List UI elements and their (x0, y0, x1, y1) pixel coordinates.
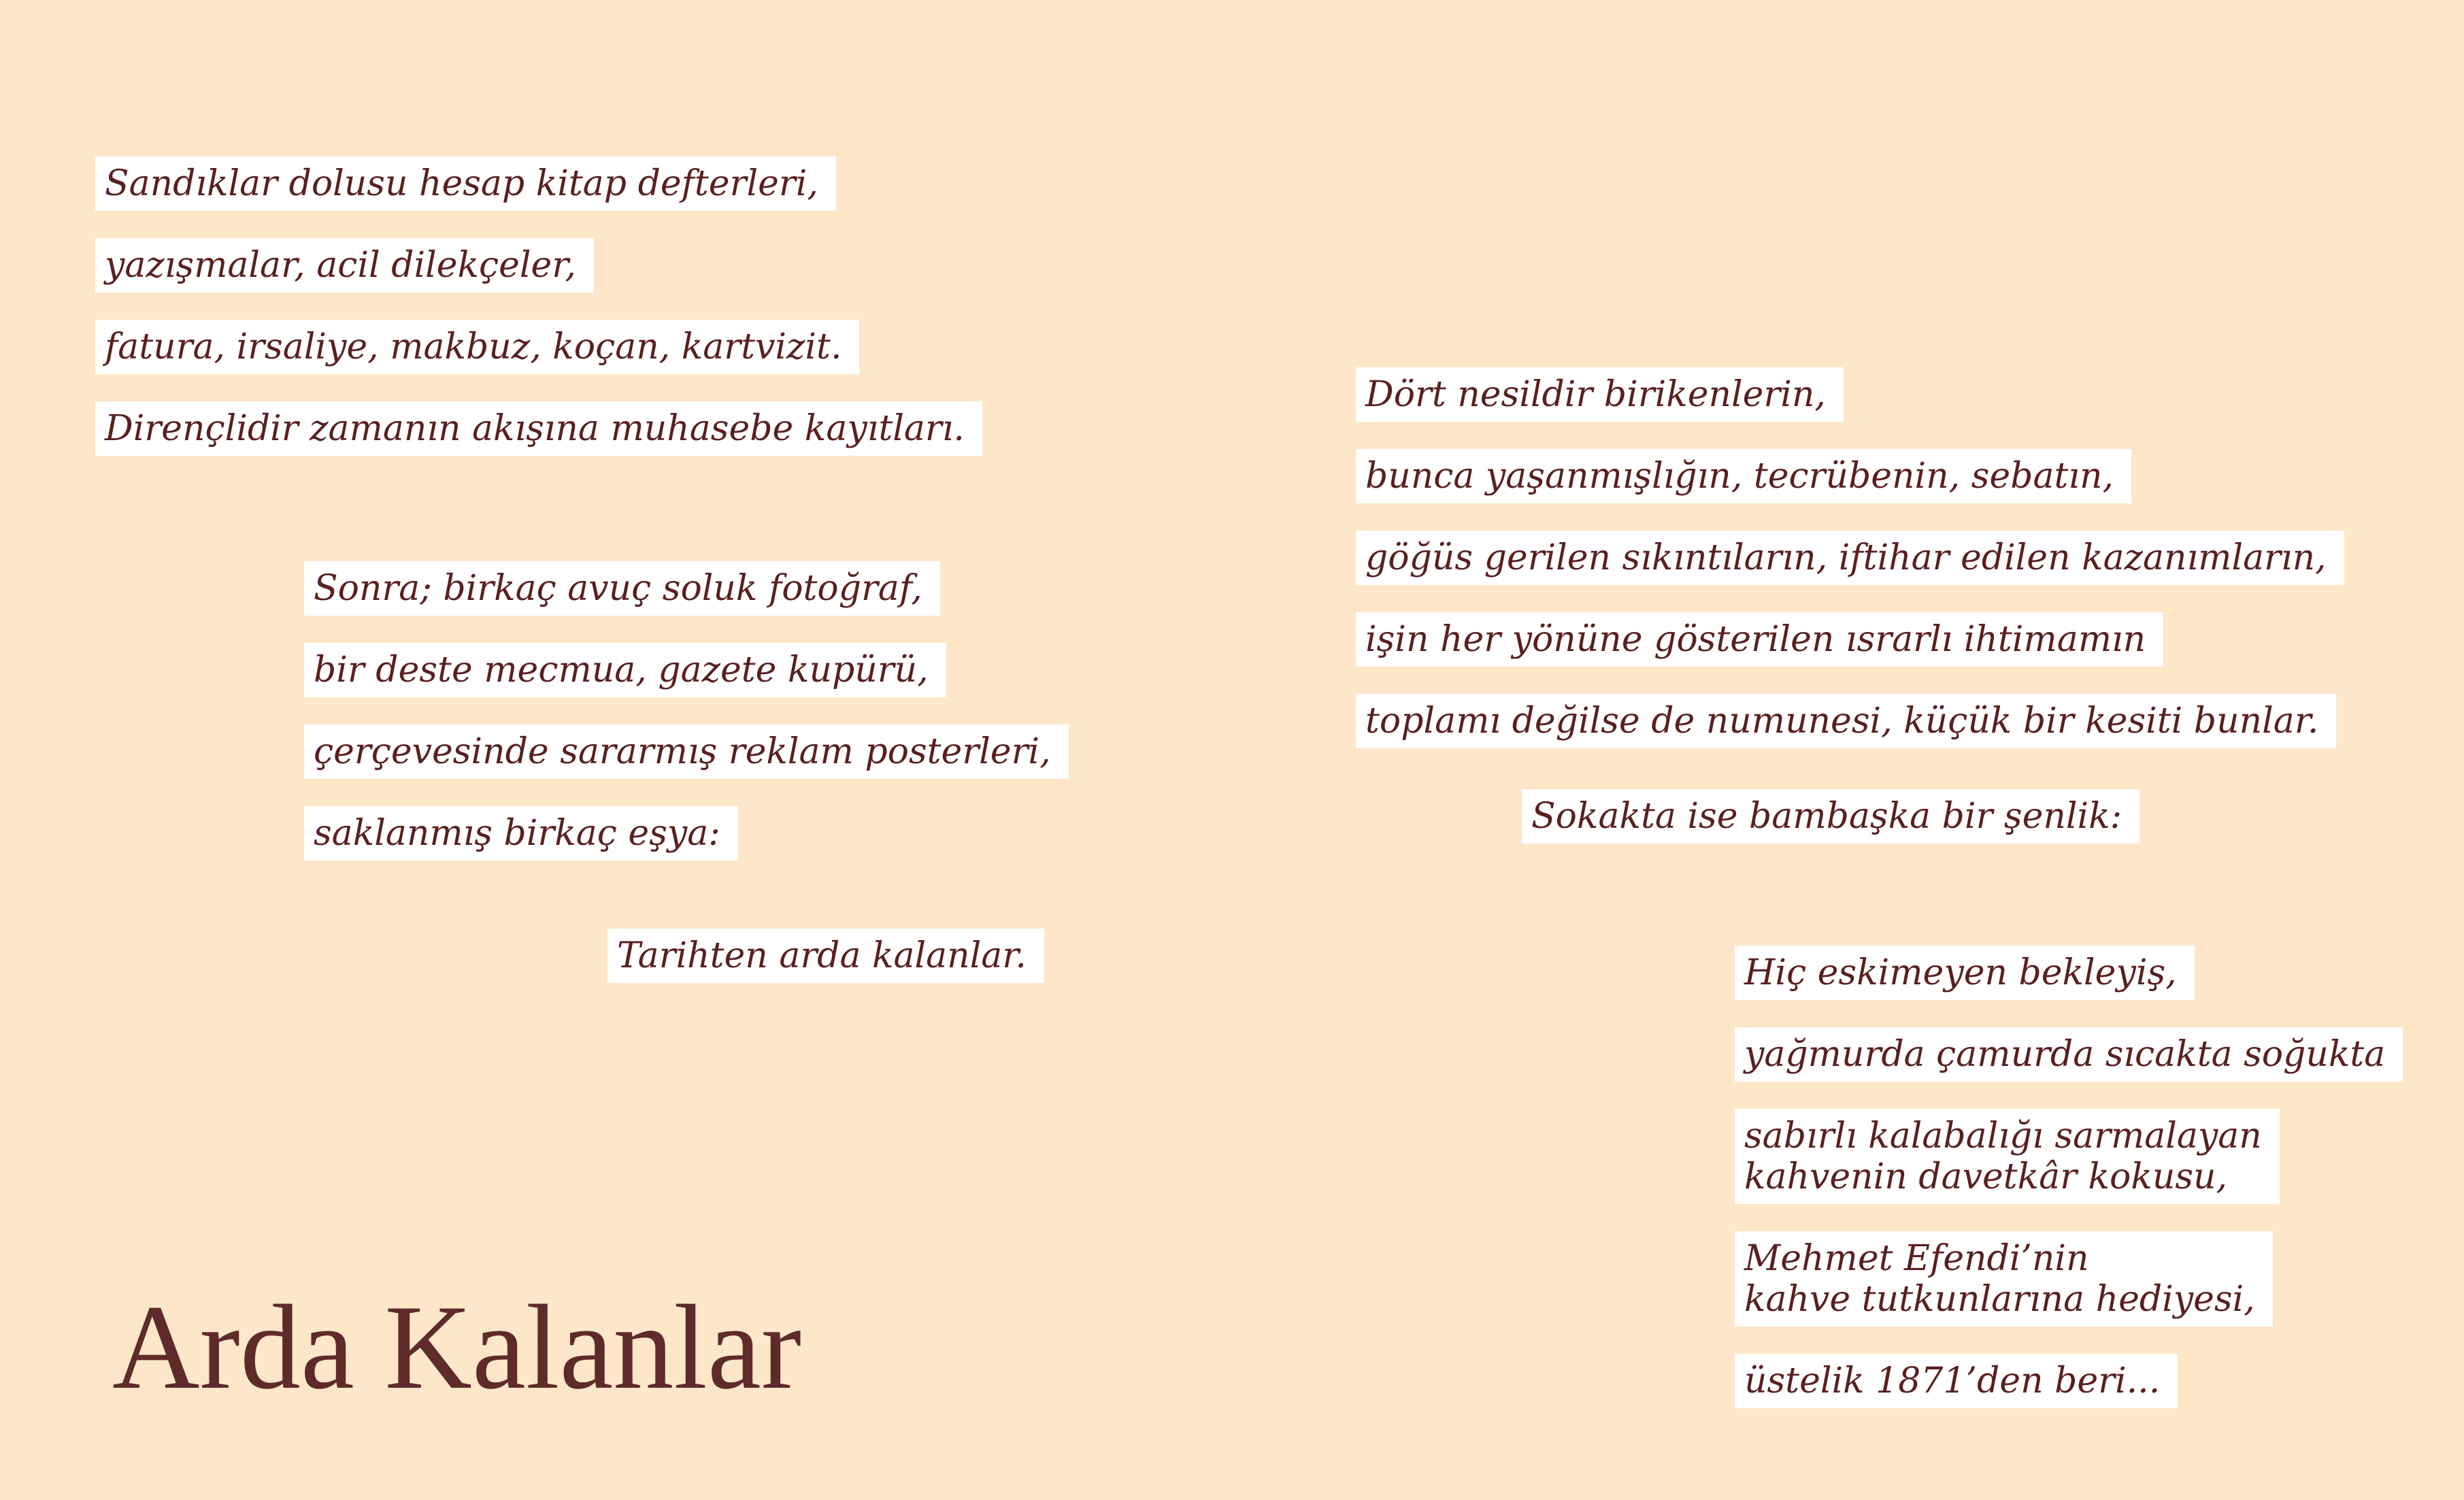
verse-line: saklanmış birkaç eşya: (304, 806, 738, 861)
verse-line: bir deste mecmua, gazete kupürü, (304, 643, 946, 697)
stanza-dort-nesil (1356, 367, 2344, 776)
verse-line: Dirençlidir zamanın akışına muhasebe kayıtları. (95, 401, 982, 456)
verse-line: toplamı değilse de numunesi, küçük bir kesiti bunlar. (1356, 694, 2336, 748)
stanza-sokakta (1522, 789, 2140, 871)
verse-line: Sokakta ise bambaşka bir şenlik: (1522, 789, 2140, 844)
verse-line: çerçevesinde sararmış reklam posterleri, (304, 724, 1069, 779)
verse-line: yağmurda çamurda sıcakta soğukta (1735, 1027, 2403, 1082)
verse-line: Tarihten arda kalanlar. (607, 929, 1044, 983)
stanza-sonra (304, 561, 1069, 888)
stanza-hic-eskimeyen (1735, 946, 2403, 1435)
stanza-tarihten (607, 929, 1044, 1010)
verse-line: Sonra; birkaç avuç soluk fotoğraf, (304, 561, 940, 616)
page-title: Arda Kalanlar (112, 1280, 802, 1414)
verse-line: fatura, irsaliye, makbuz, koçan, kartvizit. (95, 320, 859, 374)
verse-line: üstelik 1871’den beri... (1735, 1354, 2178, 1408)
verse-line: sabırlı kalabalığı sarmalayan kahvenin davetkâr kokusu, (1735, 1109, 2280, 1204)
verse-line: Mehmet Efendi’nin kahve tutkunlarına hediyesi, (1735, 1231, 2273, 1327)
verse-line: göğüs gerilen sıkıntıların, iftihar edilen kazanımların, (1356, 531, 2344, 585)
stanza-sandiklar (95, 156, 982, 483)
verse-line: Sandıklar dolusu hesap kitap defterleri, (95, 156, 836, 211)
verse-line: Dört nesildir birikenlerin, (1356, 367, 1844, 422)
verse-line: bunca yaşanmışlığın, tecrübenin, sebatın, (1356, 449, 2131, 503)
verse-line: Hiç eskimeyen bekleyiş, (1735, 946, 2195, 1000)
verse-line: yazışmalar, acil dilekçeler, (95, 238, 594, 293)
verse-line: işin her yönüne gösterilen ısrarlı ihtimamın (1356, 612, 2163, 667)
